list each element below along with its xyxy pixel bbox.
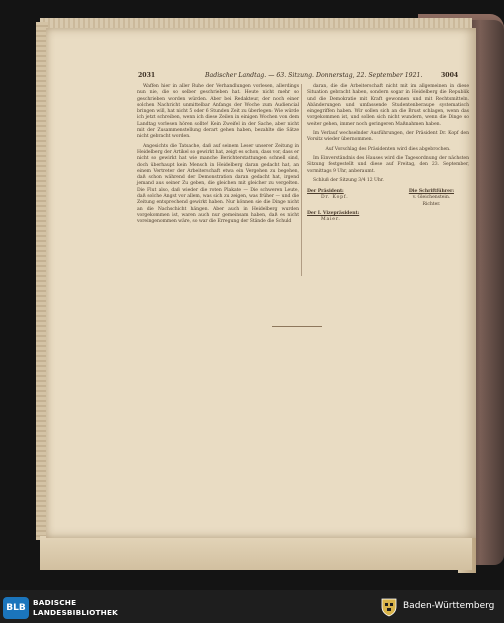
session-closing: Schluß der Sitzung 3/4 12 Uhr. bbox=[313, 177, 384, 183]
paragraph: Im Einverständnis des Hauses wird die Tagesordnung der nächsten Sitzung festgestellt und diese auf Freitag, den 23. September, vormittags 9 Uhr, anberaumt. bbox=[307, 155, 469, 174]
library-name[interactable] bbox=[33, 598, 118, 618]
paragraph: Auf Vorschlag des Präsidenten wird dies abgebrochen. bbox=[325, 146, 451, 152]
signature-role: Die Schriftführer: bbox=[408, 189, 455, 195]
signature-entry bbox=[307, 211, 394, 227]
page-number-right: 3004 bbox=[441, 72, 459, 79]
signature-role: Der I. Vizepräsident: bbox=[307, 211, 360, 217]
page-edge-top bbox=[40, 18, 472, 28]
page-bottom-edge bbox=[40, 536, 472, 570]
text-column-right bbox=[307, 84, 469, 227]
signature-name: Maier. bbox=[321, 217, 341, 223]
signature-entry bbox=[394, 189, 469, 211]
paragraph: Im Verlauf wechselnder Ausführungen, der Präsident Dr. Kopf den Vorsitz wieder übernommen. bbox=[307, 131, 469, 143]
library-name-line2: LANDESBIBLIOTHEK bbox=[33, 608, 119, 617]
signature-role: Der Präsident: bbox=[307, 189, 344, 195]
paragraph: Angesichts die Tatsache, daß auf seinem Leser unserer Zeitung in Heidelberg der Artikel so gewirkt hat, zeigt es schon, dass vor, dass er nicht so gewirkt hat wie manche Berichterstattungen schnell sind, doch überhaupt kein Mensch in Heidelberg daran gedacht hat, an einem Vertreter der Arbeiterschaft etwa ein Vergehen zu begehen, daß schon während der Demonstration daran gedacht hat, irgend jemand aus seiner Zu geben, die gleichen mit gleicher zu vergelten. Die Flut also, daß wieder die roten Plakate — Die schweren Leute, daß solche Angst vor allem, was sich zu zeigen, was früher — und die Zeitung entsprechend gewirkt haben. Nur können sie die Dinge nicht an die Nachschicht hängen. Aber auch in Heidelberg wurden vorgekommen ist, waren auch nur gemeinsam haben, daß es nicht voreingenommen wäre, so war die Erregung der Stände die Schuld bbox=[137, 143, 299, 225]
signature-name: Dr. Kopf. bbox=[321, 195, 349, 201]
running-header: Badischer Landtag. — 63. Sitzung. Donnerstag, 22. September 1921. bbox=[205, 72, 423, 79]
signature-block bbox=[307, 189, 469, 226]
text-column-left bbox=[137, 84, 299, 226]
state-label[interactable]: Baden-Württemberg bbox=[403, 601, 495, 611]
section-rule bbox=[272, 326, 322, 327]
signature-name: v. Gleichenstein. bbox=[412, 195, 451, 201]
coat-of-arms-icon bbox=[380, 597, 398, 617]
blb-logo[interactable]: BLB bbox=[3, 597, 29, 619]
column-divider bbox=[301, 84, 302, 276]
signature-entry bbox=[307, 189, 394, 211]
signature-name: Richter. bbox=[422, 201, 441, 207]
paragraph: Waffen hier in aller Ruhe der Verhandlungen vorlesen, allerdings nun nie, die so selber geschrieben hat. Heute nicht mehr so geschrieben worden würden. Aber bei Redakteur, der noch einer solchen Nachricht unmittelbar Anfangs der Woche zum Audiencial bringen will, hat nicht 5 oder 6 Stunden Zeit zu überlegen: Wie würde ich jetzt schreiben, wenn ich diese Zeilen in einigen Wochen von dem Landtag vorlesen hören sollte! Kein Zweifel in der Sache, aber nicht mit der Zusammenstellung derart gehen haben, bezahlte die Sätze nicht gebracht worden. bbox=[137, 84, 299, 140]
paragraph: daran, die die Arbeiterschaft nicht mit im allgemeinen in diese Situation gebracht haben, sondern sogar in Heidelberg die Republik und die Demokratie mit Kraft gewonnen und mit Rechtsmitteln. Abänderungen und umfassende Studentenberaupe systematisch eingegriffen haben. Wir sollen sich an die Brust schlagen, wenn das vorgekommen ist, und sollen sich nicht wundern, wenn die Dinge so weiter gehen, immer noch geringeren Maßnahmen haben. bbox=[307, 84, 469, 127]
library-name-line1: BADISCHE bbox=[33, 598, 77, 607]
page-number-left: 2031 bbox=[138, 72, 156, 79]
